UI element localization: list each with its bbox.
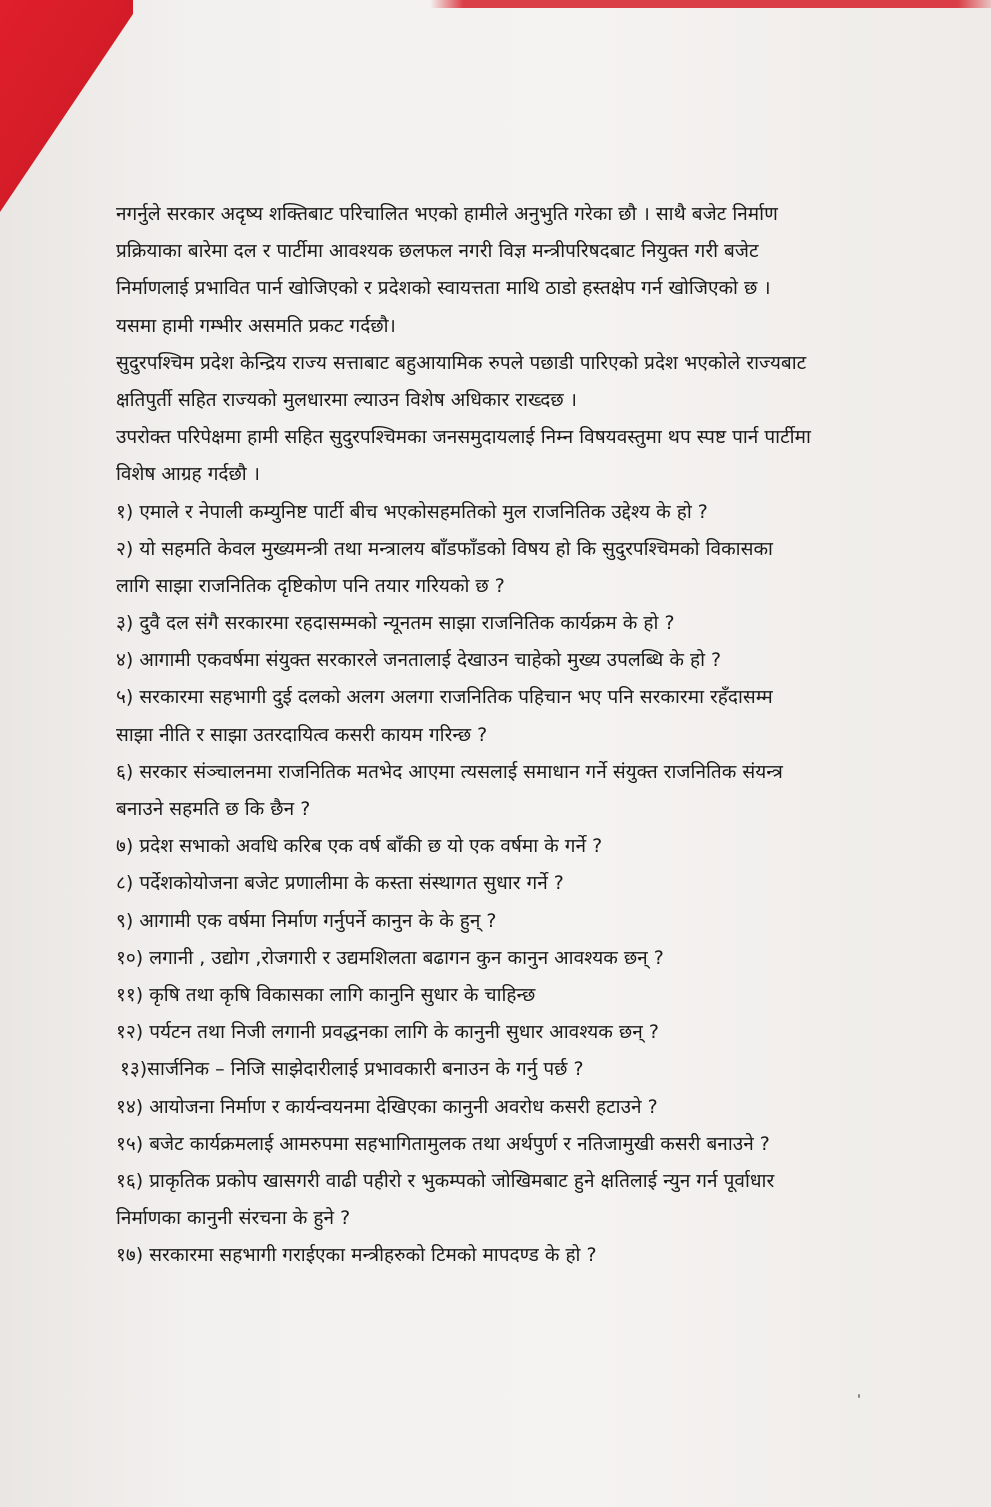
stray-mark (858, 1394, 860, 1398)
question-item: १३)सार्जनिक – निजि साझेदारीलाई प्रभावकारी बनाउन के गर्नु पर्छ ? (120, 1058, 584, 1081)
question-item-continuation: बनाउने सहमति छ कि छैन ? (116, 798, 311, 820)
question-item-continuation: साझा नीति र साझा उतरदायित्व कसरी कायम गरिन्छ ? (116, 723, 488, 746)
question-item: ८) पर्देशकोयोजना बजेट प्रणालीमा के कस्ता संस्थागत सुधार गर्ने ? (116, 872, 564, 895)
question-item: ३) दुवै दल संगै सरकारमा रहदासम्मको न्यूनतम साझा राजनितिक कार्यक्रम के हो ? (116, 612, 675, 635)
question-item: २) यो सहमति केवल मुख्यमन्त्री तथा मन्त्रालय बाँडफाँडको विषय हो कि सुदुरपश्चिमको विकासका (116, 537, 773, 560)
question-item: ५) सरकारमा सहभागी दुई दलको अलग अलगा राजनितिक पहिचान भए पनि सरकारमा रहँदासम्म (116, 686, 773, 709)
text-line: यसमा हामी गम्भीर असमति प्रकट गर्दछौ। (116, 314, 396, 337)
question-item: ७) प्रदेश सभाको अवधि करिब एक वर्ष बाँकी छ यो एक वर्षमा के गर्ने ? (116, 835, 603, 858)
text-line: सुदुरपश्चिम प्रदेश केन्द्रिय राज्य सत्ताबाट बहुआयामिक रुपले पछाडी पारिएको प्रदेश भएकोले राज्यबाट (116, 351, 807, 374)
text-line: प्रक्रियाका बारेमा दल र पार्टीमा आवश्यक छलफल नगरी विज्ञ मन्त्रीपरिषदबाट नियुक्त गरी बजेट (116, 240, 759, 263)
question-item: १४) आयोजना निर्माण र कार्यन्वयनमा देखिएका कानुनी अवरोध कसरी हटाउने ? (116, 1095, 658, 1118)
red-corner-decoration (0, 0, 140, 215)
text-line: नगर्नुले सरकार अदृष्य शक्तिबाट परिचालित भएको हामीले अनुभुति गरेका छौ । साथै बजेट निर्माण (116, 203, 778, 225)
question-item-continuation: निर्माणका कानुनी संरचना के हुने ? (116, 1207, 351, 1230)
text-line: विशेष आग्रह गर्दछौ । (116, 463, 260, 486)
question-item: ११) कृषि तथा कृषि विकासका लागि कानुनि सुधार के चाहिन्छ (116, 983, 536, 1006)
question-item: १७) सरकारमा सहभागी गराईएका मन्त्रीहरुको टिमको मापदण्ड के हो ? (116, 1244, 597, 1267)
question-item: १२) पर्यटन तथा निजी लगानी प्रवद्धनका लागि के कानुनी सुधार आवश्यक छन् ? (116, 1021, 659, 1044)
text-line: निर्माणलाई प्रभावित पार्न खोजिएको र प्रदेशको स्वायत्तता माथि ठाडो हस्तक्षेप गर्न खोजिएको छ । (116, 277, 771, 300)
question-item: ९) आगामी एक वर्षमा निर्माण गर्नुपर्ने कानुन के के हुन् ? (116, 909, 497, 932)
red-top-strip-decoration (430, 0, 991, 8)
question-item: ४) आगामी एकवर्षमा संयुक्त सरकारले जनतालाई देखाउन चाहेको मुख्य उपलब्धि के हो ? (116, 649, 722, 672)
question-item: १६) प्राकृतिक प्रकोप खासगरी वाढी पहीरो र भुकम्पको जोखिमबाट हुने क्षतिलाई न्युन गर्न पूर्वाधार (116, 1169, 775, 1192)
text-line: क्षतिपुर्ती सहित राज्यको मुलधारमा ल्याउन विशेष अधिकार राख्दछ । (116, 388, 577, 411)
question-item: १) एमाले र नेपाली कम्युनिष्ट पार्टी बीच भएकोसहमतिको मुल राजनितिक उद्देश्य के हो ? (116, 500, 708, 523)
document-body (116, 196, 876, 1274)
question-item: ६) सरकार संञ्चालनमा राजनितिक मतभेद आएमा त्यसलाई समाधान गर्ने संयुक्त राजनितिक संयन्त्र (116, 760, 783, 783)
question-item: १०) लगानी , उद्योग ,रोजगारी र उद्यमशिलता बढागन कुन कानुन आवश्यक छन् ? (116, 946, 664, 969)
question-item-continuation: लागि साझा राजनितिक दृष्टिकोण पनि तयार गरियको छ ? (116, 574, 505, 597)
text-line: उपरोक्त परिपेक्षमा हामी सहित सुदुरपश्चिमका जनसमुदायलाई निम्न विषयवस्तुमा थप स्पष्ट पार्न पार्टीमा (116, 426, 811, 449)
question-item: १५) बजेट कार्यक्रमलाई आमरुपमा सहभागितामुलक तथा अर्थपुर्ण र नतिजामुखी कसरी बनाउने ? (116, 1132, 770, 1155)
